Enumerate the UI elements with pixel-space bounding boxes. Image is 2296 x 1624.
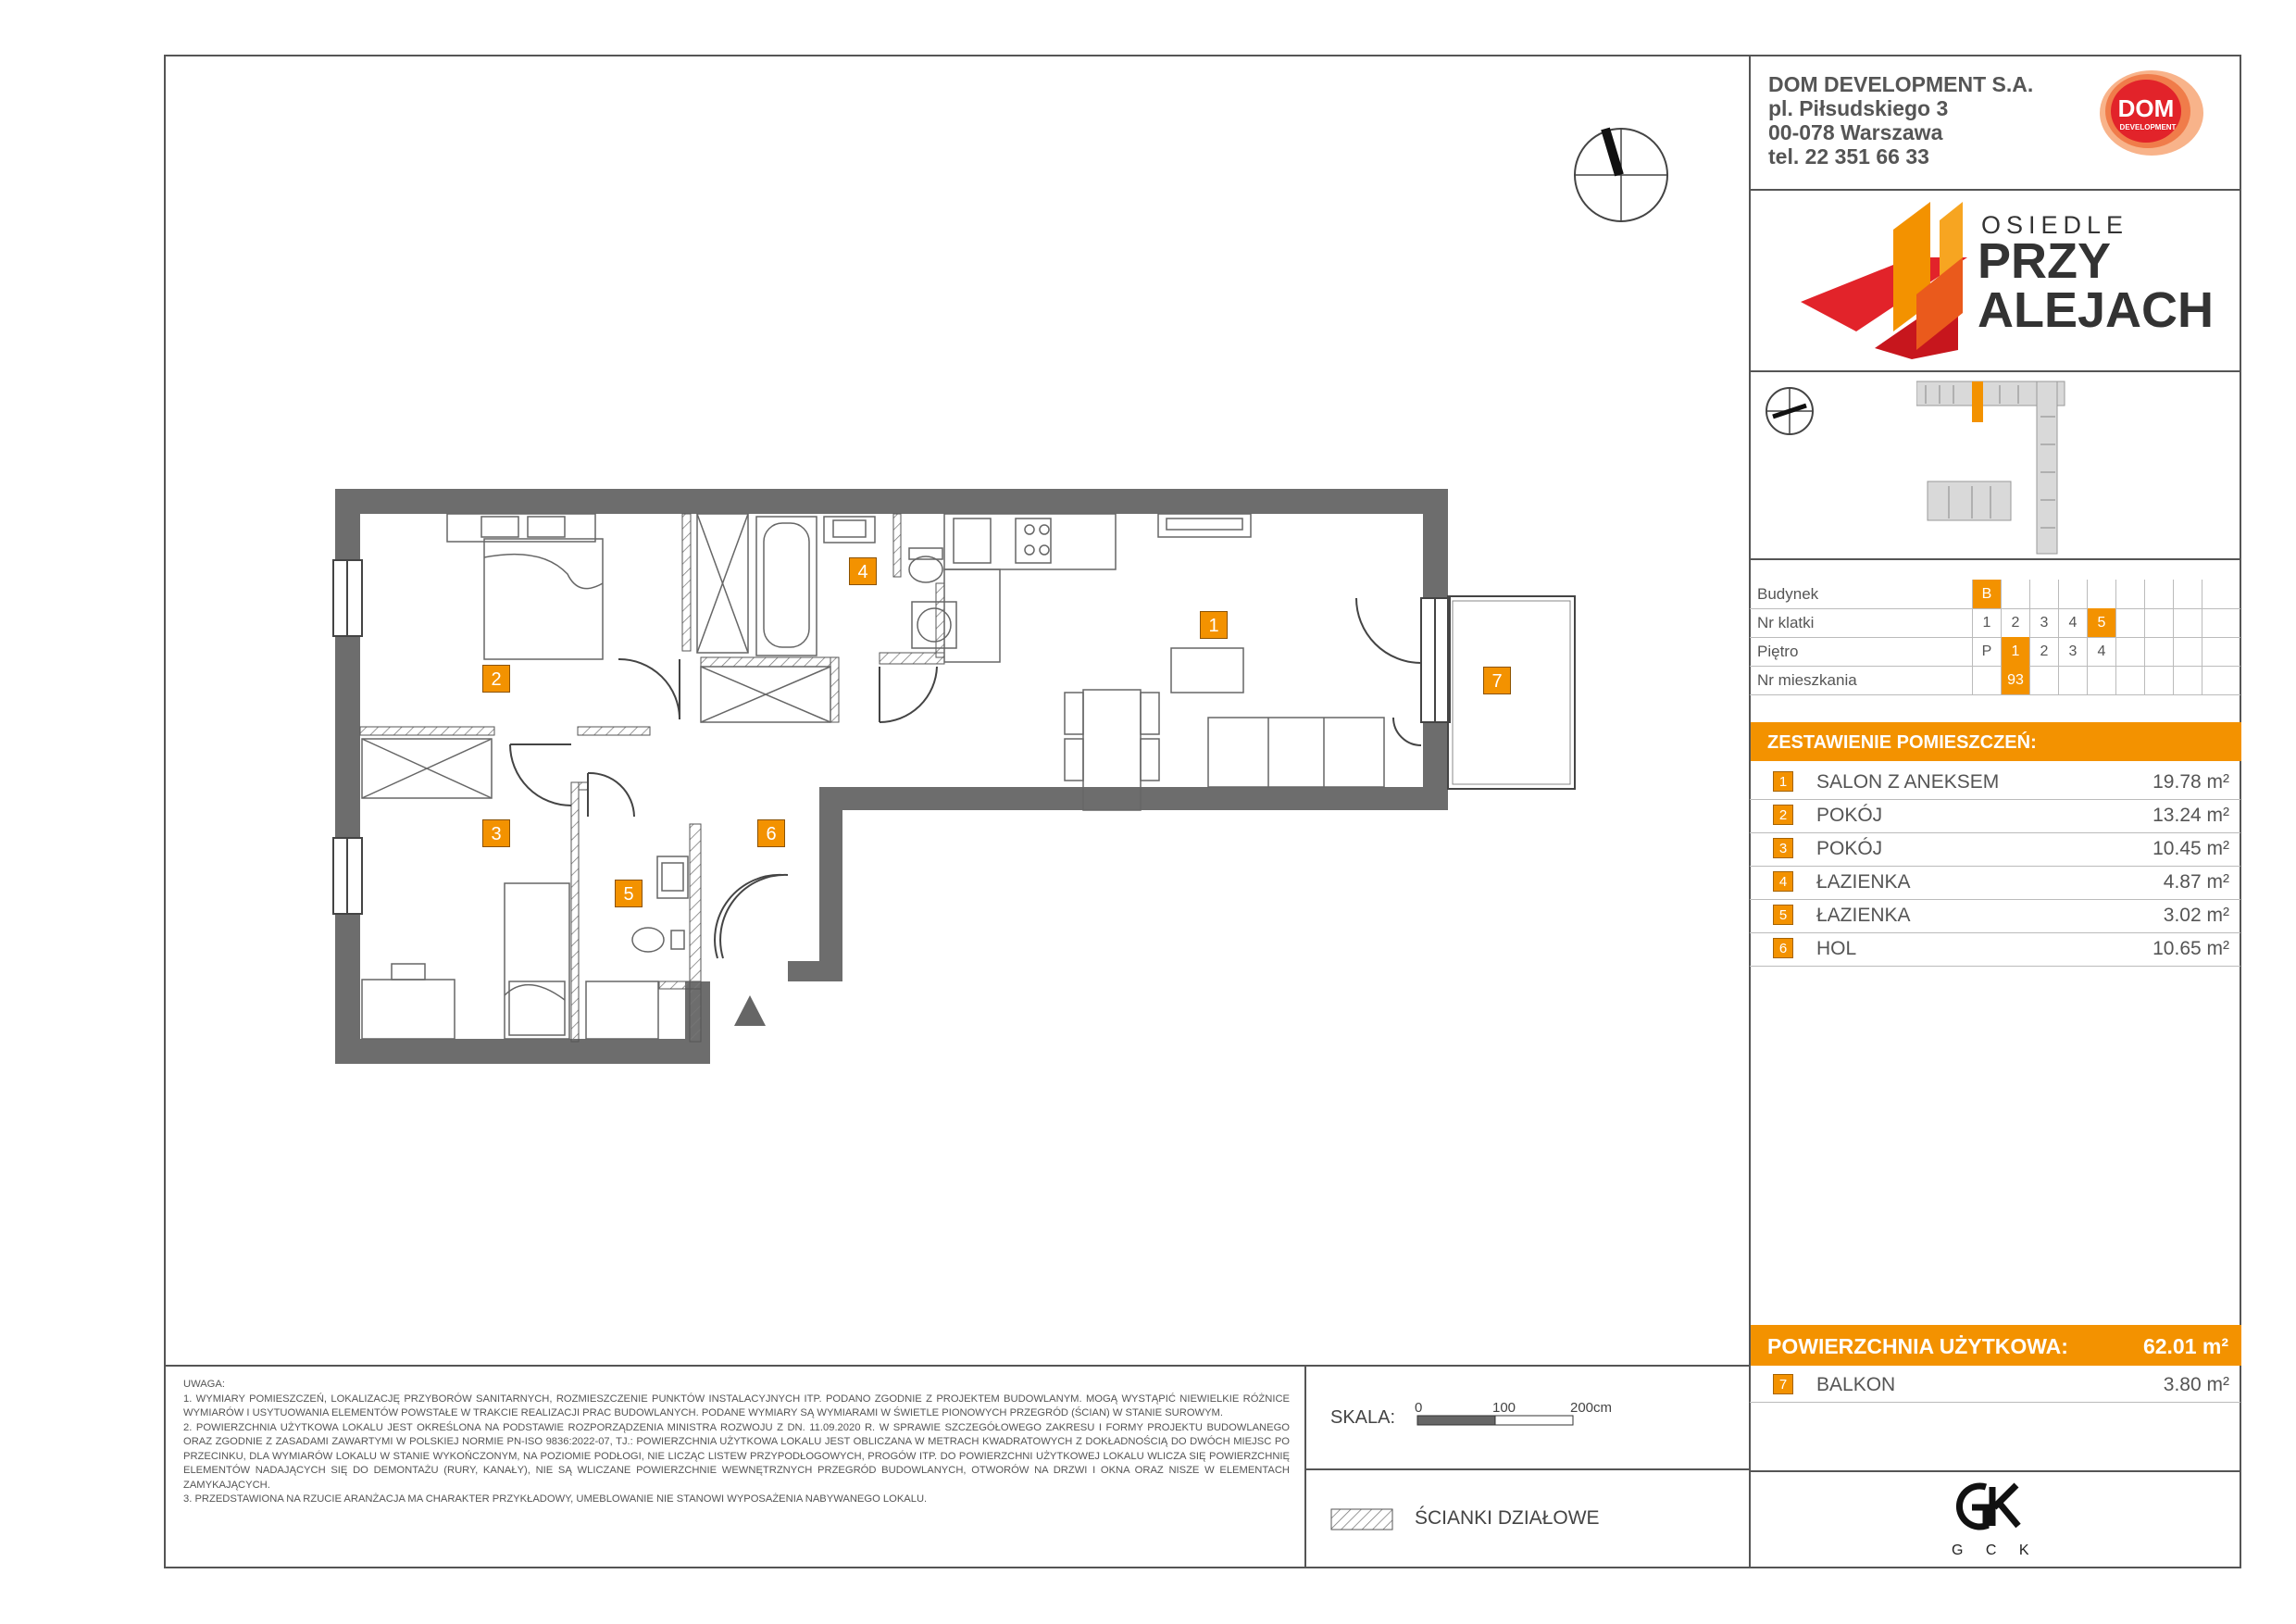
room-name: HOL xyxy=(1816,938,1857,959)
notes-divider xyxy=(164,1365,1750,1367)
rooms-header: ZESTAWIENIE POMIESZCZEŃ: xyxy=(1767,732,2037,753)
project-name-line1: OSIEDLE xyxy=(1981,211,2129,239)
plan-label-7: 7 xyxy=(1483,667,1511,694)
staircase-cell-selected: 5 xyxy=(2087,608,2115,637)
room-name: ŁAZIENKA xyxy=(1816,905,1911,926)
note-3: 3. PRZEDSTAWIONA NA RZUCIE ARANŻACJA MA CHARAKTER PRZYKŁADOWY, UMEBLOWANIE NIE STANOWI WYPOSAŻENIA NABYWANEGO LOKALU. xyxy=(183,1493,928,1505)
project-name-line2: PRZY xyxy=(1978,233,2112,289)
room-name: POKÓJ xyxy=(1816,838,1883,859)
north-compass xyxy=(1570,124,1672,226)
room-row xyxy=(1750,866,2240,900)
panel-line xyxy=(1749,189,2241,191)
info-row-staircase xyxy=(1750,608,2240,638)
plan-label-5: 5 xyxy=(615,880,643,907)
note-1: 1. WYMIARY POMIESZCZEŃ, LOKALIZACJĘ PRZYBORÓW SANITARNYCH, ROZMIESZCZENIE PUNKTÓW INSTALACYJNYCH ITP. PODANO ZGODNIE Z PROJEKTEM BUDOWLANYM. MOGĄ WYSTĄPIĆ NIEWIELKIE RÓŻNICE WYMIARÓW I USYTUOWANIA ELEMENTÓW POWSTAŁE W TRAKCIE REALIZACJI PRAC BUDOWLANYCH. PODANE WYMIARY SĄ WYMIARAMI W ŚWIETLE PIONOWYCH PRZEGRÓD (ŚCIAN) W STANIE SUROWYM. xyxy=(183,1393,1290,1418)
company-name: DOM DEVELOPMENT S.A. xyxy=(1768,72,2034,96)
room-area: 3.80 m² xyxy=(2163,1374,2229,1395)
room-name: SALON Z ANEKSEM xyxy=(1816,771,2000,793)
apartment-label: Nr mieszkania xyxy=(1757,671,1857,689)
room-number: 2 xyxy=(1773,805,1793,825)
room-area: 13.24 m² xyxy=(2152,805,2229,826)
partition-legend-swatch xyxy=(1330,1508,1393,1530)
room-row xyxy=(1750,832,2240,867)
note-2: 2. POWIERZCHNIA UŻYTKOWA LOKALU JEST OKREŚLONA NA PODSTAWIE ROZPORZĄDZENIA MINISTRA ROZWOJU Z DN. 11.09.2020 R. W SPRAWIE SZCZEGÓŁOWEGO ZAKRESU I FORMY PROJEKTU BUDOWLANEGO ORAZ ZGODNIE Z ZASADAMI ZAWARTYMI W POLSKIEJ NORMIE PN-ISO 9836:2022-07, TJ.: POWIERZCHNIA UŻYTKOWA LOKALU JEST OBLICZANA W METRACH KWADRATOWYCH Z DOKŁADNOŚCIĄ DO DWÓCH MIEJSC PO PRZECINKU, DLA WYMIARÓW LOKALU W STANIE WYKOŃCZONYM, NA POZIOMIE PODŁOGI, NIE LICZĄC LISTEW PRZYPODŁOGOWYCH, PROGÓW ITP. DO POWIERZCHNI UŻYTKOWEJ LOKALU WLICZA SIĘ POWIERZCHNIĘ ELEMENTÓW NADAJĄCYCH SIĘ DO DEMONTAŻU (RURY, KANAŁY), NIE SĄ WLICZANE POWIERZCHNIE WEWNĘTRZNYCH PRZEGRÓD BUDOWLANYCH, OTWORÓW NA DRZWI I OKNA ORAZ NISZE W ELEMENTACH ZAMYKAJĄCYCH. xyxy=(183,1421,1290,1491)
room-number: 5 xyxy=(1773,905,1793,925)
room-number: 6 xyxy=(1773,938,1793,958)
floor-cell: 4 xyxy=(2087,637,2115,666)
notes-title: UWAGA: xyxy=(183,1379,225,1390)
usable-area-label: POWIERZCHNIA UŻYTKOWA: xyxy=(1767,1334,2068,1358)
company-street: pl. Piłsudskiego 3 xyxy=(1768,96,1949,120)
scale-bar xyxy=(1416,1415,1576,1428)
notes-block xyxy=(183,1378,1290,1507)
legend-divider xyxy=(1304,1468,1750,1470)
room-name: BALKON xyxy=(1816,1374,1896,1395)
staircase-cell: 3 xyxy=(2029,608,2058,637)
project-name-line3: ALEJACH xyxy=(1978,282,2215,338)
room-area: 10.65 m² xyxy=(2152,938,2229,959)
plan-label-6: 6 xyxy=(757,819,785,847)
company-phone: tel. 22 351 66 33 xyxy=(1768,144,1929,169)
room-number: 3 xyxy=(1773,838,1793,858)
panel-line xyxy=(1749,1470,2241,1472)
usable-area-bar xyxy=(1751,1325,2241,1366)
scale-tick-200: 200cm xyxy=(1570,1400,1613,1416)
info-row-floor xyxy=(1750,637,2240,667)
site-plan-thumbnail xyxy=(1916,380,2083,556)
site-compass xyxy=(1764,385,1816,437)
plan-label-3: 3 xyxy=(482,819,510,847)
room-row xyxy=(1750,799,2240,833)
room-row xyxy=(1750,899,2240,933)
scale-label: SKALA: xyxy=(1330,1407,1396,1428)
room-area: 19.78 m² xyxy=(2152,771,2229,793)
scale-tick-0: 0 xyxy=(1415,1400,1423,1416)
panel-line xyxy=(1749,370,2241,372)
partition-legend-label: ŚCIANKI DZIAŁOWE xyxy=(1415,1507,1600,1529)
notes-divider-v xyxy=(1304,1365,1306,1568)
balcony-row xyxy=(1750,1368,2240,1403)
building-label: Budynek xyxy=(1757,585,1819,603)
floor-cell: 3 xyxy=(2058,637,2087,666)
plan-label-2: 2 xyxy=(482,665,510,693)
room-name: POKÓJ xyxy=(1816,805,1883,826)
room-row xyxy=(1750,932,2240,967)
logo-text: DOM xyxy=(2117,94,2175,122)
room-number: 1 xyxy=(1773,771,1793,792)
apartment-number: 93 xyxy=(2001,666,2029,694)
floor-label: Piętro xyxy=(1757,643,1799,660)
staircase-cell: 2 xyxy=(2001,608,2029,637)
plan-label-4: 4 xyxy=(849,557,877,585)
staircase-label: Nr klatki xyxy=(1757,614,1815,631)
room-number: 7 xyxy=(1773,1374,1793,1394)
info-row-apartment xyxy=(1750,666,2240,695)
staircase-cell: 4 xyxy=(2058,608,2087,637)
info-row-building xyxy=(1750,580,2240,609)
room-area: 4.87 m² xyxy=(2163,871,2229,893)
floor-cell-selected: 1 xyxy=(2001,637,2029,666)
room-number: 4 xyxy=(1773,871,1793,892)
building-value: B xyxy=(1972,580,2001,608)
logo-subtext: DEVELOPMENT xyxy=(2119,123,2177,131)
scale-tick-100: 100 xyxy=(1492,1400,1516,1416)
gck-letters: G C K xyxy=(1952,1543,2039,1558)
panel-line xyxy=(1749,558,2241,560)
dom-development-logo xyxy=(2092,67,2211,159)
usable-area-value: 62.01 m² xyxy=(2142,1334,2228,1358)
rooms-header-bar xyxy=(1751,722,2241,761)
room-area: 10.45 m² xyxy=(2152,838,2229,859)
room-name: ŁAZIENKA xyxy=(1816,871,1911,893)
floor-cell: 2 xyxy=(2029,637,2058,666)
floor-plan xyxy=(329,481,1588,1074)
staircase-cell: 1 xyxy=(1972,608,2001,637)
room-row xyxy=(1750,766,2240,800)
company-city: 00-078 Warszawa xyxy=(1768,120,1943,144)
floor-cell: P xyxy=(1972,637,2001,666)
room-area: 3.02 m² xyxy=(2163,905,2229,926)
plan-label-1: 1 xyxy=(1200,611,1228,639)
